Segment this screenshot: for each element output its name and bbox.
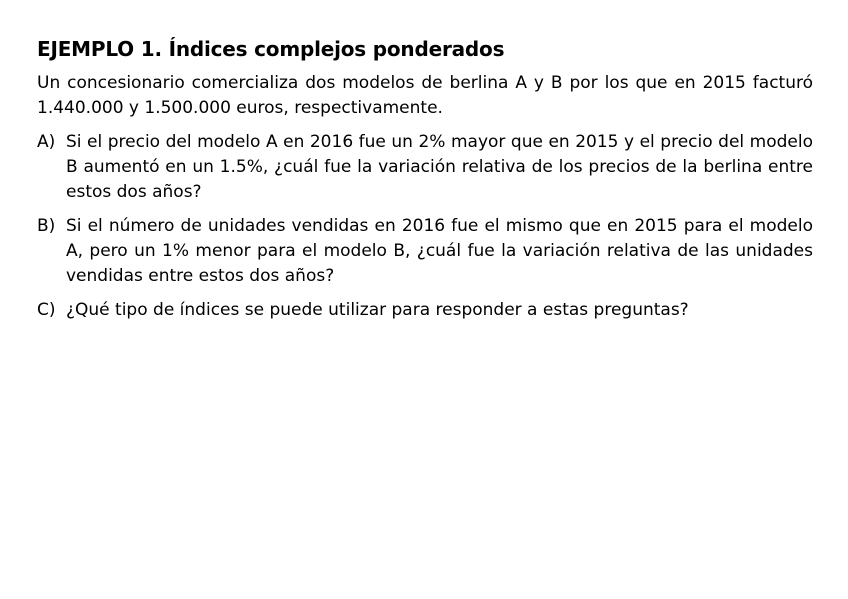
document-content [37, 35, 813, 323]
question-marker: A) [37, 132, 56, 152]
question-list [37, 130, 813, 323]
question-b [37, 214, 813, 289]
question-a [37, 130, 813, 205]
question-c [37, 298, 813, 323]
intro-paragraph: Un concesionario comercializa dos modelos de berlina A y B por los que en 2015 facturó 1.440.000 y 1.500.000 euros, respectivamente. [37, 73, 813, 118]
document-title: EJEMPLO 1. Índices complejos ponderados [37, 37, 505, 61]
question-marker: C) [37, 300, 56, 320]
question-text: ¿Qué tipo de índices se puede utilizar para responder a estas preguntas? [66, 300, 689, 320]
question-text: Si el precio del modelo A en 2016 fue un 2% mayor que en 2015 y el precio del modelo B aumentó en un 1.5%, ¿cuál fue la variación relativa de los precios de la berlina entre estos dos años? [66, 132, 813, 202]
question-text: Si el número de unidades vendidas en 2016 fue el mismo que en 2015 para el modelo A, pero un 1% menor para el modelo B, ¿cuál fue la variación relativa de las unidades vendidas entre estos dos años? [66, 216, 813, 286]
question-marker: B) [37, 216, 56, 236]
